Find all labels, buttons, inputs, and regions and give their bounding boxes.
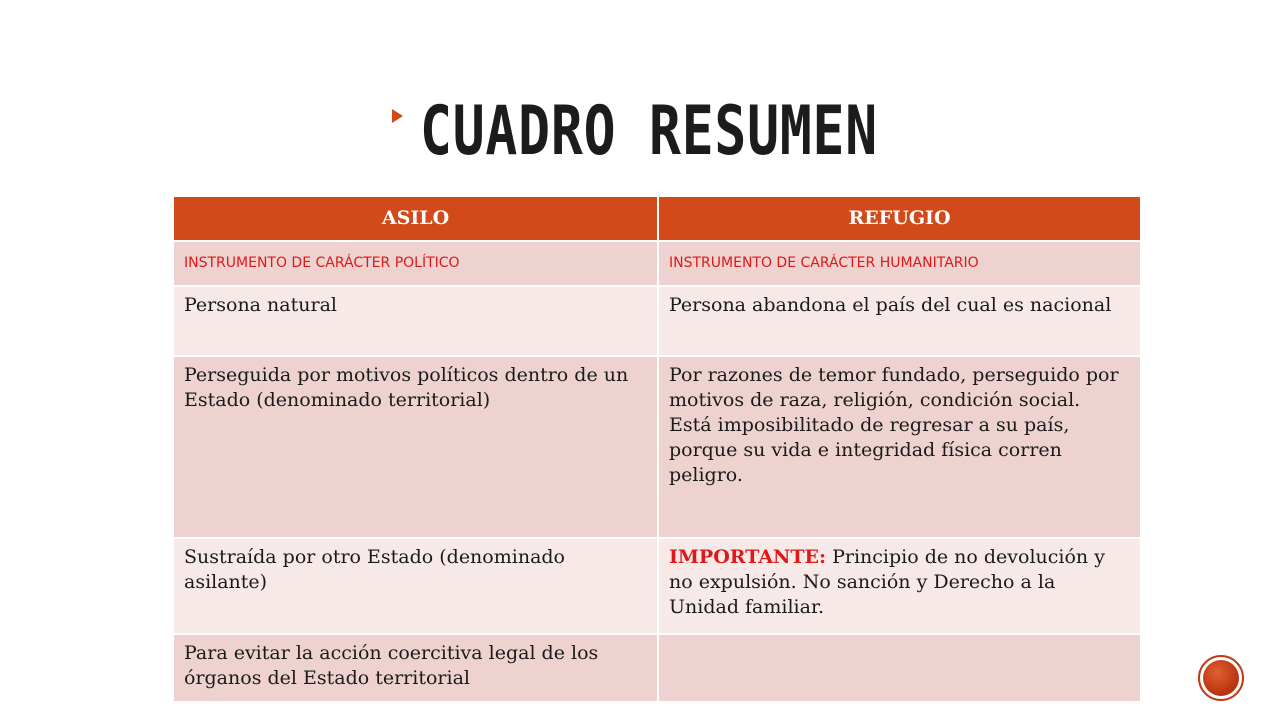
refugio-paragraph-2: Está imposibilitado de regresar a su país, porque su vida e integridad física corren peligro.	[669, 414, 1070, 486]
header-row	[173, 196, 1141, 241]
subheader-refugio: INSTRUMENTO DE CARÁCTER HUMANITARIO	[658, 241, 1141, 286]
slide-title: CUADRO RESUMEN	[420, 92, 878, 171]
subheader-row	[173, 241, 1141, 286]
triangle-bullet-icon	[392, 109, 403, 123]
refugio-paragraph-1: Por razones de temor fundado, perseguido por motivos de raza, religión, condición social.	[669, 364, 1119, 411]
cell-asilo: Sustraída por otro Estado (denominado asilante)	[173, 538, 658, 634]
summary-table	[172, 195, 1142, 703]
table-row	[173, 286, 1141, 356]
cell-asilo: Persona natural	[173, 286, 658, 356]
cell-refugio: Persona abandona el país del cual es nacional	[658, 286, 1141, 356]
header-refugio: REFUGIO	[658, 196, 1141, 241]
table-row	[173, 356, 1141, 538]
cell-refugio	[658, 356, 1141, 538]
cell-asilo: Para evitar la acción coercitiva legal de los órganos del Estado territorial	[173, 634, 658, 702]
circle-logo-icon	[1198, 655, 1244, 701]
subheader-asilo: INSTRUMENTO DE CARÁCTER POLÍTICO	[173, 241, 658, 286]
cell-refugio	[658, 634, 1141, 702]
table-row	[173, 538, 1141, 634]
cell-refugio	[658, 538, 1141, 634]
cell-asilo: Perseguida por motivos políticos dentro de un Estado (denominado territorial)	[173, 356, 658, 538]
important-text: Principio de no devolución y no expulsión. No sanción y Derecho a la Unidad familiar.	[669, 546, 1105, 618]
important-label: IMPORTANTE:	[669, 546, 827, 568]
table-row	[173, 634, 1141, 702]
header-asilo: ASILO	[173, 196, 658, 241]
logo-fill	[1203, 660, 1239, 696]
